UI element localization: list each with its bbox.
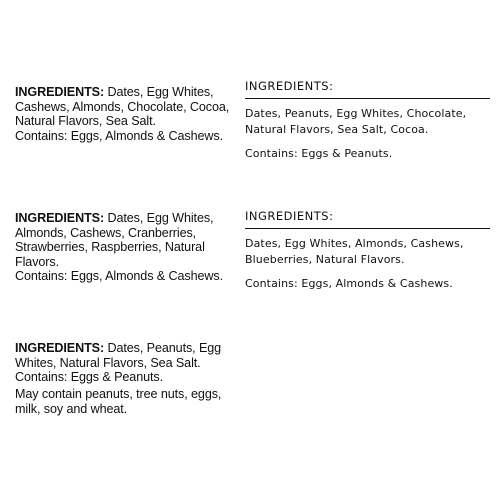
allergen-statement: Contains: Eggs, Almonds & Cashews.: [15, 269, 224, 283]
ingredients-text: [15, 85, 230, 129]
allergen-statement: Contains: Eggs & Peanuts.: [245, 147, 393, 160]
ingredients-panel-4: [245, 79, 490, 162]
ingredients-heading: INGREDIENTS:: [245, 209, 490, 229]
ingredients-list: Dates, Egg Whites, Cashews, Almonds, Chocolate, Cocoa, Natural Flavors, Sea Salt.: [15, 85, 230, 128]
allergen-statement: Contains: Eggs & Peanuts.: [15, 370, 164, 384]
ingredients-text: [15, 211, 230, 269]
ingredients-panel-3: [15, 341, 230, 417]
ingredients-list: Dates, Peanuts, Egg Whites, Chocolate, Natural Flavors, Sea Salt, Cocoa.: [245, 107, 467, 136]
ingredients-label: INGREDIENTS:: [15, 341, 105, 355]
ingredients-list: Dates, Egg Whites, Almonds, Cashews, Blueberries, Natural Flavors.: [245, 237, 464, 266]
ingredients-list: Dates, Peanuts, Egg Whites, Natural Flavors, Sea Salt.: [15, 341, 222, 370]
ingredients-list: Dates, Egg Whites, Almonds, Cashews, Cranberries, Strawberries, Raspberries, Natural Flavors.: [15, 211, 214, 269]
ingredients-text: [15, 341, 230, 370]
allergen-statement: Contains: Eggs, Almonds & Cashews.: [245, 277, 453, 290]
ingredients-panel-1: [15, 85, 230, 143]
ingredients-panel-5: [245, 209, 490, 292]
ingredients-label: INGREDIENTS:: [15, 85, 105, 99]
may-contain-warning: May contain peanuts, tree nuts, eggs, milk, soy and wheat.: [15, 386, 222, 416]
allergen-statement: Contains: Eggs, Almonds & Cashews.: [15, 128, 224, 143]
ingredients-heading: INGREDIENTS:: [245, 79, 490, 99]
ingredients-panel-2: [15, 211, 230, 284]
ingredients-label: INGREDIENTS:: [15, 211, 105, 225]
